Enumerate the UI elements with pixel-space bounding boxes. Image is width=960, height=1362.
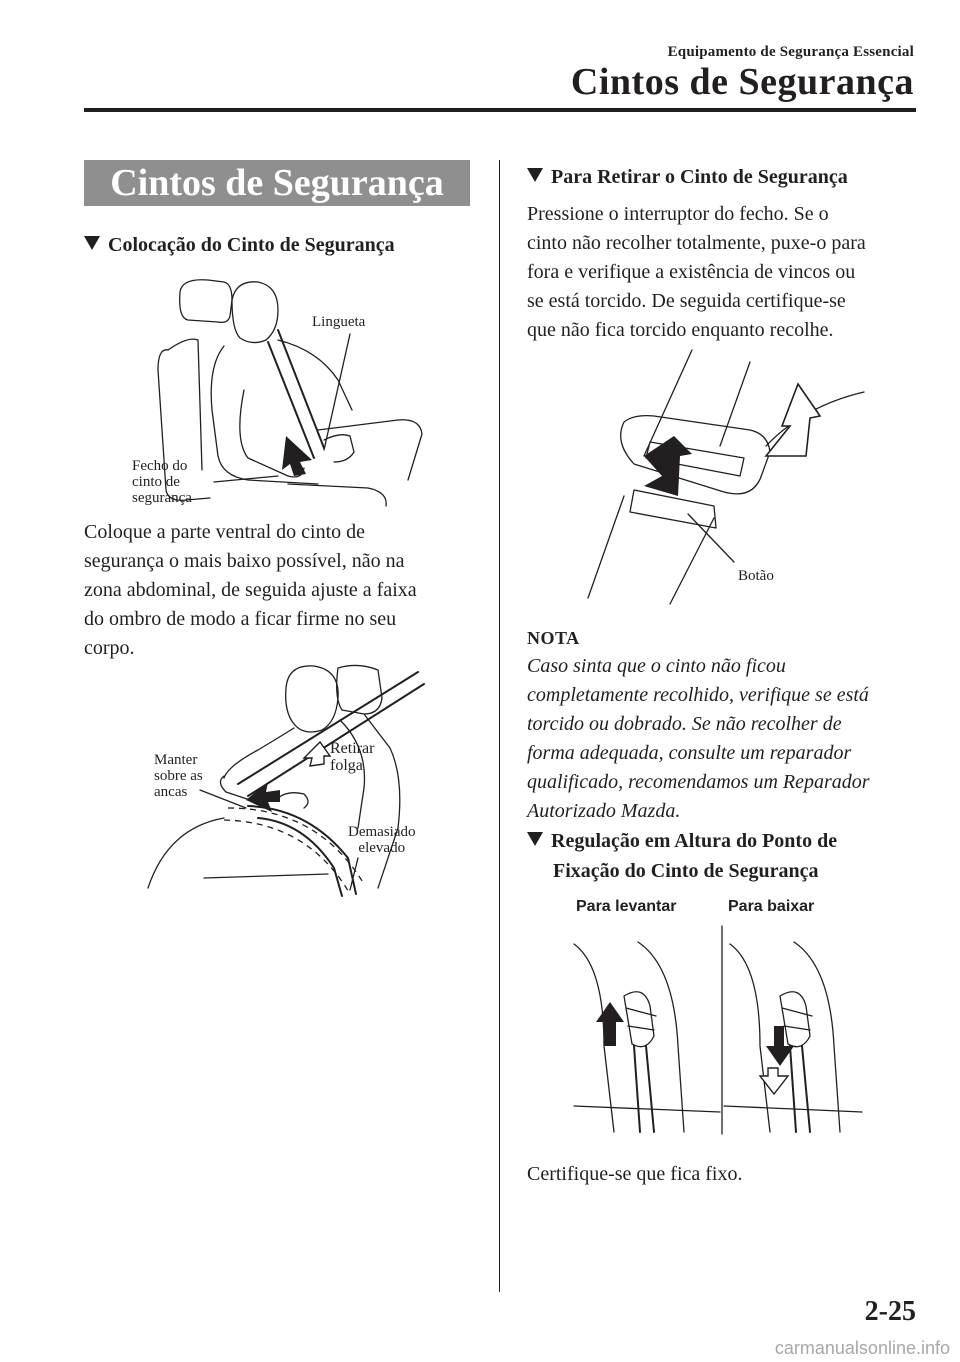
- note-title: NOTA: [527, 628, 580, 648]
- fig-height-adjuster: [574, 926, 864, 1136]
- chapter-title: Cintos de Segurança: [570, 61, 914, 103]
- label-keep-on-hips: Manter sobre as ancas: [154, 752, 203, 800]
- label-too-high: Demasiado elevado: [348, 824, 416, 856]
- label-tongue: Lingueta: [312, 314, 366, 330]
- heading-remove-belt: Para Retirar o Cinto de Segurança: [527, 162, 848, 192]
- chapter-subtitle: Equipamento de Segurança Essencial: [667, 44, 914, 60]
- triangle-bullet-icon: [527, 168, 543, 182]
- heading-height-adjust: Regulação em Altura do Ponto de Fixação do Cinto de Segurança: [527, 826, 837, 886]
- paragraph-remove: Pressione o interruptor do fecho. Se o cinto não recolher totalmente, puxe-o para fora e verifique a existência de vincos ou se está torcido. De seguida certifique-se que não fica torcido enquanto recolhe.: [527, 203, 866, 341]
- triangle-bullet-icon: [527, 832, 543, 846]
- header-rule: [84, 108, 916, 112]
- watermark: carmanualsonline.info: [774, 1338, 950, 1358]
- label-remove-slack: Retirar folga: [330, 740, 375, 774]
- fig-buckle-release: [584, 346, 884, 606]
- section-banner: Cintos de Segurança: [84, 160, 470, 206]
- triangle-bullet-icon: [84, 236, 100, 250]
- label-lower: Para baixar: [728, 898, 815, 915]
- heading-fasten-belt: Colocação do Cinto de Segurança: [84, 230, 395, 260]
- label-raise: Para levantar: [576, 898, 677, 915]
- paragraph-fasten: Coloque a parte ventral do cinto de segurança o mais baixo possível, não na zona abdominal, de seguida ajuste a faixa do ombro de modo a ficar firme no seu corpo.: [84, 521, 417, 659]
- note-body: Caso sinta que o cinto não ficou completamente recolhido, verifique se está torcido ou dobrado. Se não recolher de forma adequada, consulte um reparador qualificado, recomendamos um Reparador Autorizado Mazda.: [527, 655, 870, 822]
- page-number: 2-25: [864, 1296, 916, 1327]
- label-button: Botão: [738, 568, 774, 584]
- label-buckle: Fecho do cinto de segurança: [132, 458, 192, 506]
- paragraph-secure: Certifique-se que fica fixo.: [527, 1163, 743, 1185]
- column-divider: [499, 160, 500, 1292]
